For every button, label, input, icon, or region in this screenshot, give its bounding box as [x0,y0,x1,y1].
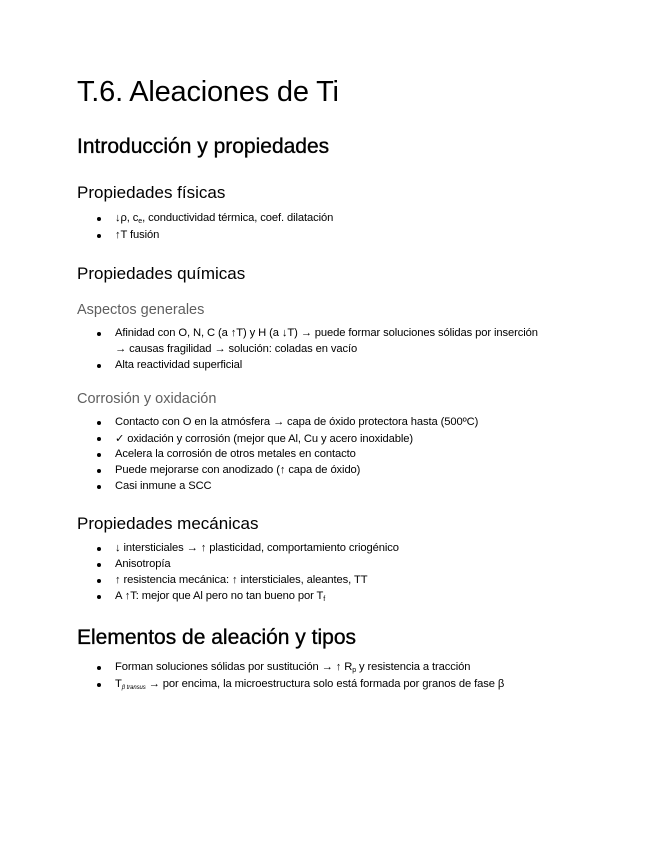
heading-introduccion: Introducción y propiedades [77,135,330,158]
bullet-icon [97,332,101,336]
bullet-icon [97,453,101,457]
bullet-icon [97,579,101,583]
bullet-icon [97,563,101,567]
bullet-icon [97,437,101,441]
list-item: Afinidad con O, N, C (a ↑T) y H (a ↓T) → puede formar soluciones sólidas por inserción [115,327,538,339]
list-item: Puede mejorarse con anodizado (↑ capa de óxido) [115,464,361,476]
list-item: ↑ resistencia mecánica: ↑ intersticiales, aleantes, TT [115,574,368,586]
list-item: ↑T fusión [115,229,160,241]
list-item: Anisotropía [115,558,171,570]
bullet-icon [97,683,101,687]
bullet-icon [97,421,101,425]
heading-aspectos-generales: Aspectos generales [77,302,205,318]
heading-propiedades-quimicas: Propiedades químicas [77,264,246,283]
bullet-icon [97,595,101,599]
bullet-icon [97,547,101,551]
list-item: Contacto con O en la atmósfera → capa de óxido protectora hasta (500ºC) [115,416,479,428]
heading-propiedades-mecanicas: Propiedades mecánicas [77,514,259,533]
list-item: Casi inmune a SCC [115,480,212,492]
heading-propiedades-fisicas: Propiedades físicas [77,183,226,202]
bullet-icon [97,234,101,238]
list-item: Alta reactividad superficial [115,359,243,371]
list-item: Acelera la corrosión de otros metales en contacto [115,448,356,460]
heading-corrosion-oxidacion: Corrosión y oxidación [77,391,217,407]
list-item: Forman soluciones sólidas por sustitución → ↑ $R_p$ y resistencia a tracción [115,661,471,674]
bullet-icon [97,469,101,473]
bullet-icon [97,666,101,670]
bullet-icon [97,485,101,489]
list-item: ✓ oxidación y corrosión (mejor que Al, Cu y acero inoxidable) [115,433,414,445]
page-title: T.6. Aleaciones de Ti [77,76,339,108]
bullet-icon [97,364,101,368]
list-item: $T_{\beta transus}$ → por encima, la microestructura solo está formada por granos de fase β [115,678,505,691]
bullet-icon [97,217,101,221]
list-item: ↓ intersticiales → ↑ plasticidad, comportamiento criogénico [115,542,399,554]
heading-elementos-aleacion: Elementos de aleación y tipos [77,626,356,649]
list-item: ↓ρ, $c_e$, conductividad térmica, coef. dilatación [115,212,334,225]
list-item: A ↑T: mejor que Al pero no tan bueno por $T_f$ [115,590,326,603]
list-item-continuation: → causas fragilidad → solución: coladas en vacío [115,343,358,355]
